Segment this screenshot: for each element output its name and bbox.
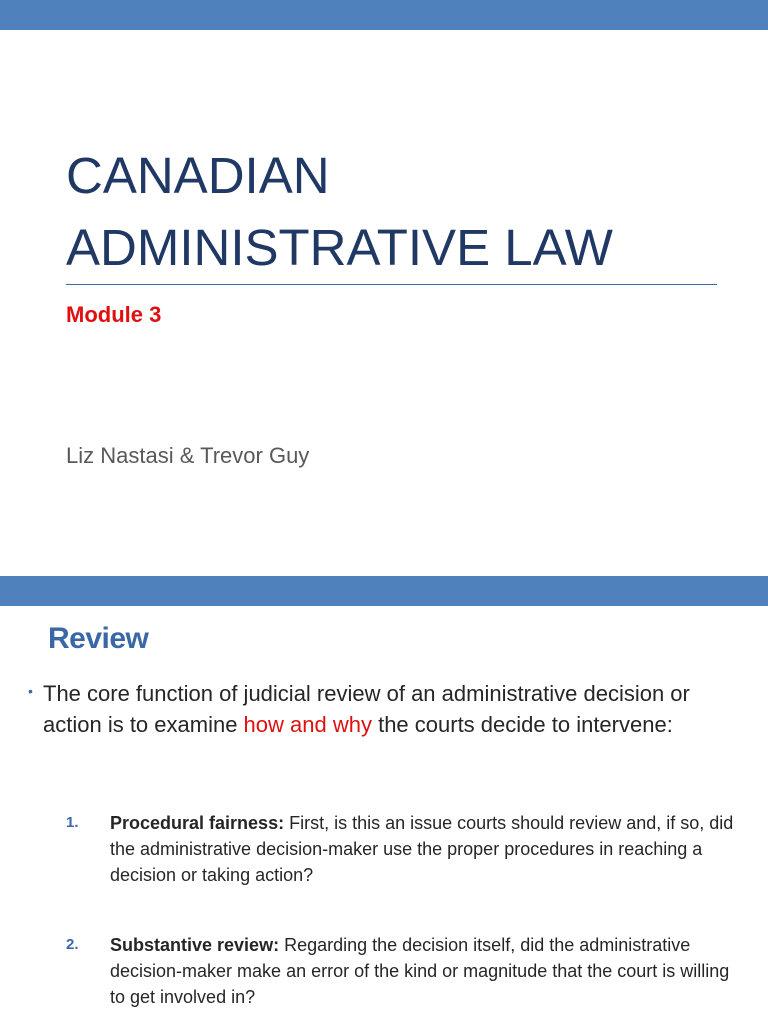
item-term: Substantive review: — [110, 935, 280, 955]
slide-title-line-2: ADMINISTRATIVE LAW — [66, 219, 613, 276]
item-body — [110, 810, 736, 888]
review-heading: Review — [48, 622, 149, 655]
numbered-item — [66, 810, 736, 888]
title-divider — [66, 284, 717, 285]
item-text: First, is this an issue courts should review and, if so, did the administrative decision-maker use the proper procedures in reaching a decision or taking action? — [110, 813, 734, 885]
item-number: 2. — [66, 936, 79, 953]
bullet-text — [43, 678, 728, 740]
bullet-icon: • — [28, 683, 33, 699]
numbered-item — [66, 932, 736, 1010]
bullet-highlight: how and why — [243, 712, 372, 737]
item-body — [110, 932, 736, 1010]
bullet-text-end: the courts decide to intervene: — [371, 712, 673, 737]
slide-title-line-1: CANADIAN — [66, 147, 330, 204]
bullet-text-start: The core function of judicial review of an administrative decision or action is to examine — [43, 681, 690, 737]
item-term: Procedural fairness: — [110, 813, 285, 833]
item-number: 1. — [66, 814, 79, 831]
bullet-item — [28, 678, 728, 740]
slide-title — [66, 140, 746, 284]
authors: Liz Nastasi & Trevor Guy — [66, 443, 310, 468]
slide-top-bar — [0, 576, 768, 606]
slide-top-bar — [0, 0, 768, 30]
module-label: Module 3 — [66, 302, 162, 327]
item-text: Regarding the decision itself, did the administrative decision-maker make an error of the kind or magnitude that the court is willing to get involved in? — [110, 935, 730, 1007]
